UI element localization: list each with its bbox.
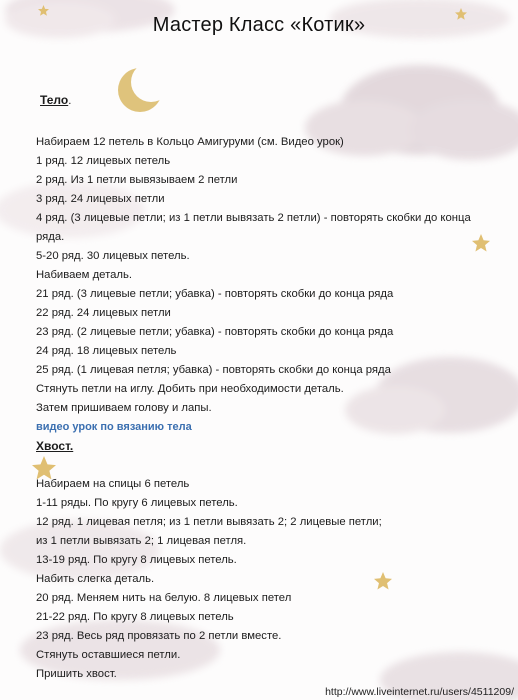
star-icon xyxy=(472,234,490,252)
star-icon xyxy=(32,456,56,479)
section-heading-body: Тело. xyxy=(40,93,72,107)
cloud-shape xyxy=(0,520,160,580)
star-icon xyxy=(374,572,392,590)
instruction-line: 21-22 ряд. По кругу 8 лицевых петель xyxy=(36,611,234,623)
instruction-line: 20 ряд. Меняем нить на белую. 8 лицевых петел xyxy=(36,592,292,604)
instruction-line: Набираем 12 петель в Кольцо Амигуруми (см. Видео урок) xyxy=(36,136,344,148)
instruction-line: ряда. xyxy=(36,231,65,243)
instruction-line: 5-20 ряд. 30 лицевых петель. xyxy=(36,250,190,262)
instruction-line: 1-11 ряды. По кругу 6 лицевых петель. xyxy=(36,497,238,509)
instruction-line: Пришить хвост. xyxy=(36,668,117,680)
instruction-line: 4 ряд. (3 лицевые петли; из 1 петли вывязать 2 петли) - повторять скобки до конца xyxy=(36,212,471,224)
instruction-line: 13-19 ряд. По кругу 8 лицевых петель. xyxy=(36,554,237,566)
instruction-line: 23 ряд. (2 лицевые петли; убавка) - повторять скобки до конца ряда xyxy=(36,326,394,338)
instruction-line: 22 ряд. 24 лицевых петли xyxy=(36,307,171,319)
instruction-line: Стянуть петли на иглу. Добить при необходимости деталь. xyxy=(36,383,344,395)
instruction-line: 21 ряд. (3 лицевые петли; убавка) - повторять скобки до конца ряда xyxy=(36,288,394,300)
instruction-line: 1 ряд. 12 лицевых петель xyxy=(36,155,171,167)
instruction-line: 2 ряд. Из 1 петли вывязываем 2 петли xyxy=(36,174,238,186)
section-heading-tail: Хвост. xyxy=(36,439,74,453)
instruction-line: Набить слегка деталь. xyxy=(36,573,155,585)
source-watermark: http://www.liveinternet.ru/users/4511209/ xyxy=(325,686,514,698)
video-lesson-link[interactable]: видео урок по вязанию тела xyxy=(36,421,192,433)
instruction-line: 24 ряд. 18 лицевых петель xyxy=(36,345,177,357)
instruction-line: Затем пришиваем голову и лапы. xyxy=(36,402,212,414)
page-title: Мастер Класс «Котик» xyxy=(152,14,366,36)
moon-icon xyxy=(118,62,171,112)
instruction-line: 25 ряд. (1 лицевая петля; убавка) - повторять скобки до конца ряда xyxy=(36,364,391,376)
heading-text: Тело xyxy=(40,93,69,107)
instruction-line: 3 ряд. 24 лицевых петли xyxy=(36,193,165,205)
instruction-line: из 1 петли вывязать 2; 1 лицевая петля. xyxy=(36,535,247,547)
instruction-line: 23 ряд. Весь ряд провязать по 2 петли вместе. xyxy=(36,630,282,642)
instruction-line: Стянуть оставшиеся петли. xyxy=(36,649,181,661)
instruction-line: 12 ряд. 1 лицевая петля; из 1 петли вывязать 2; 2 лицевые петли; xyxy=(36,516,382,528)
cloud-shape xyxy=(0,182,145,238)
instruction-line: Набираем на спицы 6 петель xyxy=(36,478,190,490)
instruction-line: Набиваем деталь. xyxy=(36,269,133,281)
